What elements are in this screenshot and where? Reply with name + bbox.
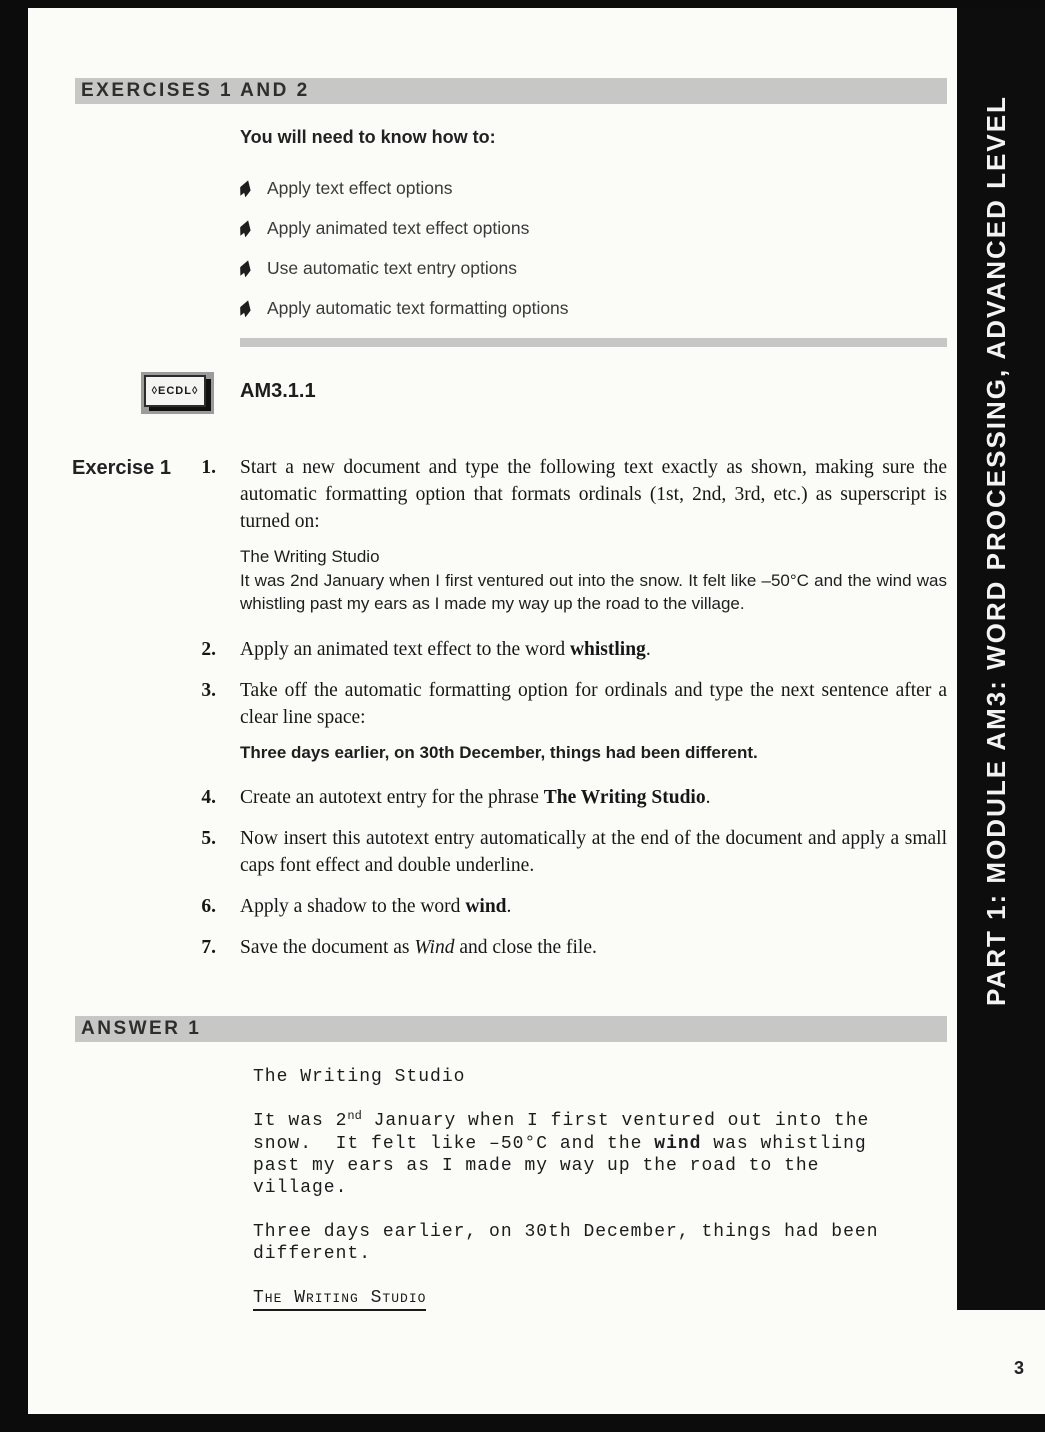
intro-title: You will need to know how to: bbox=[240, 127, 496, 147]
pen-nib-bullet-icon bbox=[238, 218, 254, 238]
text-segment: Three days earlier, on 30th December, things had been bbox=[253, 1222, 879, 1242]
exercise-item-body bbox=[240, 825, 947, 879]
exercise-item-body bbox=[240, 934, 947, 961]
text-segment: Wind bbox=[414, 937, 455, 958]
text-segment: . bbox=[506, 896, 512, 917]
exercise-item-body bbox=[240, 677, 947, 771]
exercise-item bbox=[72, 934, 947, 961]
quote-line bbox=[240, 569, 947, 616]
exercise-item-number: 5. bbox=[201, 828, 216, 849]
exercise-item-body bbox=[240, 893, 947, 920]
exercise-item bbox=[72, 825, 947, 879]
text-segment: whistling bbox=[569, 638, 646, 660]
answer-header-bar bbox=[75, 1016, 947, 1042]
exercise-item-number: 2. bbox=[201, 638, 216, 660]
text-segment: past my ears as I made my way up the road to the bbox=[253, 1156, 820, 1176]
exercise-item bbox=[72, 677, 947, 771]
text-segment: village. bbox=[253, 1178, 348, 1198]
answer-line bbox=[253, 1199, 953, 1221]
section-divider bbox=[240, 338, 947, 347]
exercise-item bbox=[72, 636, 947, 663]
text-segment: Save the document as bbox=[240, 937, 415, 958]
part-title-strip bbox=[957, 8, 1045, 1310]
exercise-item-number: 1. bbox=[201, 457, 216, 478]
answer-line bbox=[253, 1110, 953, 1133]
exercises-header-title: EXERCISES 1 AND 2 bbox=[81, 80, 310, 101]
text-segment: . bbox=[645, 638, 651, 660]
answer-line bbox=[253, 1066, 953, 1088]
exercise-item-number: 3. bbox=[201, 679, 216, 701]
text-segment: Three days earlier, on 30th December, things had been different. bbox=[240, 742, 758, 762]
exercise-item-number: 7. bbox=[201, 937, 216, 958]
exercise-item-text bbox=[240, 825, 947, 879]
text-segment: The Writing Studio bbox=[253, 1067, 466, 1087]
exercise-item-text bbox=[240, 677, 947, 731]
intro-section bbox=[240, 127, 947, 328]
exercise-item-text bbox=[240, 934, 947, 961]
ecdl-key-label: ◊ECDL◊ bbox=[151, 385, 199, 397]
exercise-item-text bbox=[240, 454, 947, 535]
exercise-item-text bbox=[240, 784, 947, 811]
exercise-item-body bbox=[240, 636, 947, 663]
text-segment: Take off the automatic formatting option for ordinals and type the next sentence after a clear line space: bbox=[240, 679, 947, 728]
text-segment: wind bbox=[654, 1134, 702, 1154]
answer-header-title: ANSWER 1 bbox=[81, 1018, 202, 1039]
bullet-label: Use automatic text entry options bbox=[267, 257, 517, 278]
text-segment: Start a new document and type the following text exactly as shown, making sure the automatic formatting option that formats ordinals (1st, 2nd, 3rd, etc.) as superscript is turned on: bbox=[240, 457, 947, 532]
text-segment: snow. It felt like –50°C and the bbox=[253, 1134, 655, 1154]
book-page bbox=[28, 8, 1045, 1414]
bullet-item bbox=[240, 248, 947, 288]
pen-nib-bullet-icon bbox=[238, 258, 254, 278]
bullet-label: Apply animated text effect options bbox=[267, 217, 530, 238]
answer-line bbox=[253, 1265, 953, 1287]
exercise-item bbox=[72, 893, 947, 920]
answer-line bbox=[253, 1133, 953, 1155]
exercise-item bbox=[72, 454, 947, 622]
text-segment: January when I first ventured out into the bbox=[361, 1111, 870, 1131]
exercise-item-body bbox=[240, 784, 947, 811]
pen-nib-bullet-icon bbox=[238, 178, 254, 198]
bullet-label: Apply text effect options bbox=[267, 177, 453, 198]
text-segment: and close the file. bbox=[454, 937, 597, 958]
text-segment: It was 2 bbox=[253, 1111, 348, 1131]
exercises-header-bar bbox=[75, 78, 947, 104]
part-title-vertical-text: PART 1: MODULE AM3: WORD PROCESSING, ADVANCED LEVEL bbox=[981, 95, 1011, 1006]
exercise-item-body bbox=[240, 454, 947, 622]
quote-line bbox=[240, 545, 947, 569]
text-segment: Apply a shadow to the word bbox=[240, 896, 466, 917]
exercise-quote-text bbox=[240, 545, 947, 616]
exercise-item-number: 4. bbox=[201, 787, 216, 808]
answer-line bbox=[253, 1221, 953, 1243]
exercise-label: Exercise 1 bbox=[72, 457, 171, 479]
text-segment: The Writing Studio bbox=[543, 787, 706, 808]
ecdl-keycap bbox=[144, 375, 206, 407]
exercise-item bbox=[72, 784, 947, 811]
text-segment: different. bbox=[253, 1244, 372, 1264]
text-segment: nd bbox=[347, 1109, 362, 1123]
exercise-item-text bbox=[240, 636, 947, 663]
exercise-items bbox=[72, 454, 947, 961]
text-segment: The Writing Studio bbox=[253, 1288, 426, 1311]
bullet-item bbox=[240, 288, 947, 328]
pen-nib-bullet-icon bbox=[238, 298, 254, 318]
answer-line bbox=[253, 1088, 953, 1110]
needs-list bbox=[240, 168, 947, 328]
exercise-item-number: 6. bbox=[201, 896, 216, 917]
exercise-section bbox=[72, 454, 947, 975]
text-segment: Now insert this autotext entry automatically at the end of the document and apply a small caps font effect and double underline. bbox=[240, 828, 947, 876]
bullet-label: Apply automatic text formatting options bbox=[267, 297, 569, 318]
bullet-item bbox=[240, 208, 947, 248]
exercise-item-text bbox=[240, 893, 947, 920]
text-segment: Create an autotext entry for the phrase bbox=[240, 787, 544, 808]
exercise-quote-text bbox=[240, 741, 947, 765]
module-reference: AM3.1.1 bbox=[240, 380, 316, 402]
text-segment: wind bbox=[465, 896, 507, 917]
bullet-item bbox=[240, 168, 947, 208]
text-segment: . bbox=[705, 787, 711, 808]
ecdl-key-icon bbox=[141, 372, 214, 414]
text-segment: It was 2nd January when I first ventured out into the snow. It felt like –50°C and the wind was whistling past my ears as I made my way up the road to the village. bbox=[240, 570, 947, 613]
answer-line bbox=[253, 1287, 953, 1309]
text-segment: The Writing Studio bbox=[240, 547, 380, 566]
answer-line bbox=[253, 1177, 953, 1199]
answer-line bbox=[253, 1155, 953, 1177]
text-segment: Apply an animated text effect to the word bbox=[240, 638, 570, 660]
answer-line bbox=[253, 1243, 953, 1265]
answer-document-text bbox=[253, 1066, 953, 1309]
page-number: 3 bbox=[1014, 1358, 1025, 1378]
quote-line bbox=[240, 741, 947, 765]
text-segment: was whistling bbox=[701, 1134, 867, 1154]
